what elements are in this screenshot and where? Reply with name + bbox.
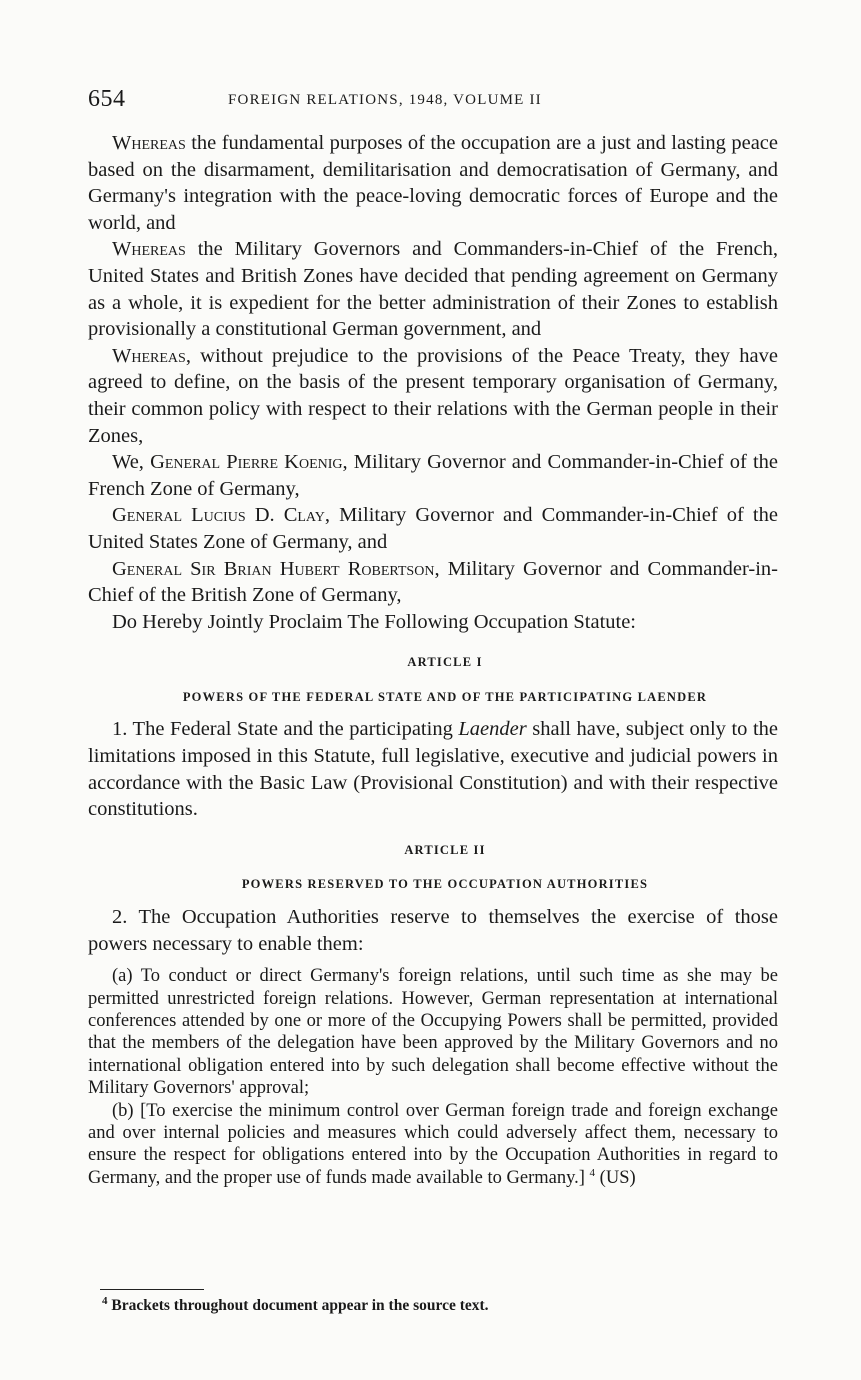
footnote-mark: 4 — [102, 1294, 108, 1307]
paragraph-number: 1. — [112, 718, 128, 741]
article-heading: ARTICLE I — [407, 655, 483, 670]
page-number: 654 — [88, 86, 126, 112]
clause-lead: Whereas — [112, 344, 186, 367]
list-item — [88, 965, 778, 1099]
signatory — [88, 502, 778, 555]
list-item — [88, 1100, 778, 1190]
clause-text: the Military Governors and Commanders-in-Chief of the French, United States and British Zones have decided that pending agreement on Germany as a whole, it is expedient for the better administration of their Zones to establish provisionally a constitutional German government, and — [88, 238, 778, 341]
preamble-clause — [88, 130, 778, 236]
item-label: (b) — [112, 1100, 134, 1121]
page-header — [88, 86, 778, 116]
running-head: FOREIGN RELATIONS, 1948, VOLUME II — [228, 92, 542, 108]
article-paragraph — [88, 716, 778, 822]
article-heading: ARTICLE II — [404, 842, 486, 857]
signatory-surname: Clay — [283, 504, 325, 527]
item-text: [To exercise the minimum control over German foreign trade and foreign exchange and over internal policies and measures which could adversely affect them, necessary to ensure the respect for obligations entered into by the Occupation Authorities in regard to Germany, and the proper use of funds made available to Germany.] — [88, 1100, 778, 1188]
clause-lead: Whereas — [112, 132, 186, 154]
clause-lead: Whereas — [112, 238, 186, 261]
signatory-name: General Lucius — [112, 504, 246, 527]
proclamation: Do Hereby Jointly Proclaim The Following Occupation Statute: — [112, 610, 637, 633]
item-text: To conduct or direct Germany's foreign relations, until such time as she may be permitted unrestricted foreign relations. However, German representation at international conferences attended by one or more of the Occupying Powers shall be permitted, provided that the members of the delegation have been approved by the Military Governors and no international obligation entered into by such delegation shall become effective without the Military Governors' approval; — [88, 966, 778, 1099]
clause-text: the fundamental purposes of the occupation are a just and lasting peace based on the disarmament, demilitarisation and democratisation of Germany, and Germany's integration with the peace-loving democratic forces of Europe and the world, and — [88, 132, 778, 234]
document-body — [88, 130, 778, 1189]
footnote-ref[interactable]: 4 — [589, 1166, 596, 1179]
clause-text: , without prejudice to the provisions of the Peace Treaty, they have agreed to define, on the basis of the present temporary organisation of Germany, their common policy with respect to their relations with the German people in their Zones, — [88, 344, 778, 447]
signatory-prefix: We, — [112, 451, 151, 474]
signatory-name: General Pierre Koenig — [150, 451, 343, 474]
preamble-clause — [88, 236, 778, 342]
paragraph-text: shall have, subject only to the limitations imposed in this Statute, full legislative, executive and judicial powers in accordance with the Basic Law (Provisional Constitution) and with their respective constitutions. — [88, 718, 778, 821]
signatory-title: , Military Governor and Commander-in-Chief of the French Zone of Germany, — [88, 451, 778, 500]
article-subheading: POWERS RESERVED TO THE OCCUPATION AUTHORITIES — [241, 877, 649, 892]
paragraph-text: The Federal State and the participating — [127, 718, 459, 741]
footnote-text: Brackets throughout document appear in the source text. — [107, 1297, 489, 1314]
article-subheading: POWERS OF THE FEDERAL STATE AND OF THE PARTICIPATING LAENDER — [182, 689, 708, 704]
reserved-powers-list — [88, 965, 778, 1189]
footnote-divider — [100, 1289, 204, 1290]
signatory — [88, 556, 778, 609]
preamble-clause — [88, 343, 778, 449]
signatory — [88, 449, 778, 502]
item-tail: (US) — [599, 1167, 636, 1188]
signatory-name: General Sir Brian Hubert Robertson — [112, 557, 435, 580]
signatory-initial: D. — [245, 504, 284, 527]
article-paragraph: 2. The Occupation Authorities reserve to themselves the exercise of those powers necessary to enable them: — [88, 906, 778, 955]
emphasis-term: Laender — [458, 718, 527, 741]
signatory-title: , Military Governor and Commander-in-Chief of the British Zone of Germany, — [88, 557, 778, 607]
footnote — [102, 1296, 782, 1316]
item-label: (a) — [112, 966, 133, 987]
signatory-title: , Military Governor and Commander-in-Chief of the United States Zone of Germany, and — [88, 504, 778, 553]
